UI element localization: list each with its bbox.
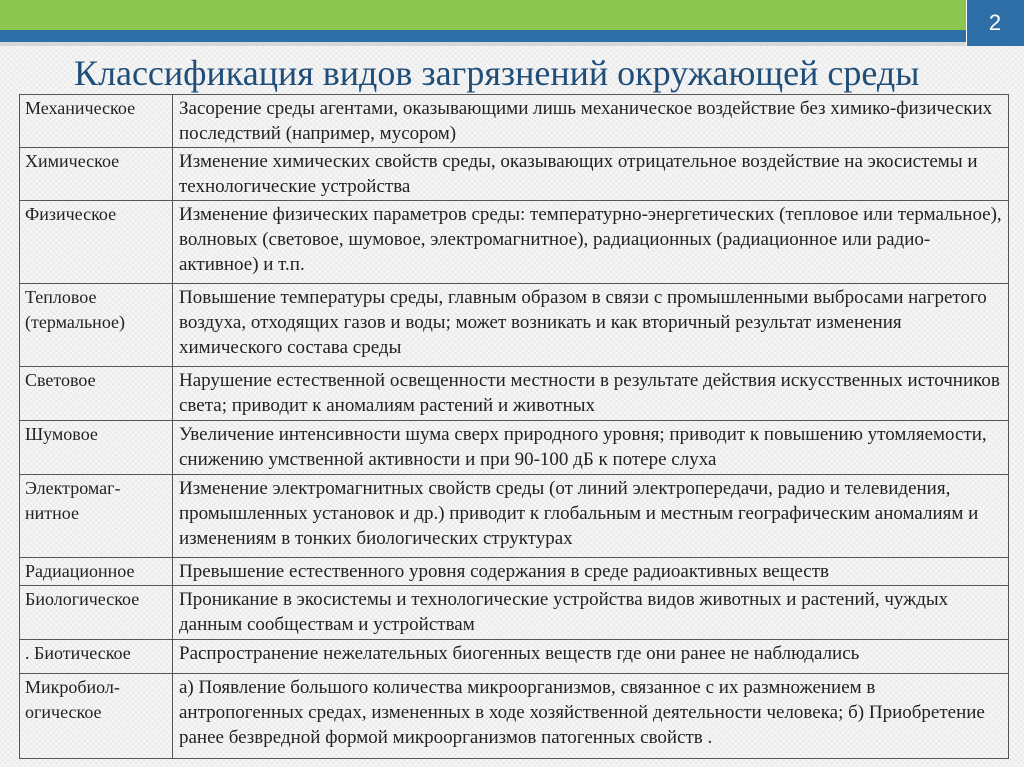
table-row [20,367,1009,421]
pollution-type-cell: Механическое [20,95,173,148]
pollution-type-cell: Световое [20,367,173,421]
table-row [20,586,1009,640]
pollution-type-cell: Биологическое [20,586,173,640]
table-row [20,95,1009,148]
pollution-type-cell: Физическое [20,201,173,284]
table-row [20,284,1009,367]
pollution-description-cell: Распространение нежелательных биогенных веществ где они ранее не наблюдались [173,640,1009,674]
slide-title: Классификация видов загрязнений окружающей среды [74,53,920,93]
header-blue-band [0,30,1024,42]
pollution-description-cell: а) Появление большого количества микроорганизмов, связанное с их размножением в антропогенных средах, измененных в ходе хозяйственной деятельности человека; б) Приобретение ранее безвредной формой микроорганизмов патогенных свойств . [173,674,1009,759]
pollution-description-cell: Засорение среды агентами, оказывающими лишь механическое воздействие без химико-физических последствий (например, мусором) [173,95,1009,148]
pollution-type-cell: Радиационное [20,558,173,586]
table-row [20,421,1009,475]
table-row [20,201,1009,284]
pollution-description-cell: Изменение физических параметров среды: температурно-энергетических (тепловое или термальное), волновых (световое, шумовое, электромагнитное), радиационных (радиационное или радио- активное) и т.п. [173,201,1009,284]
header-green-band [0,0,1024,30]
pollution-description-cell: Изменение электромагнитных свойств среды (от линий электропередачи, радио и телевидения, промышленных установок и др.) приводит к глобальным и местным географическим аномалиям и изменениям в тонких биологических структурах [173,475,1009,558]
table-row [20,475,1009,558]
pollution-type-cell: Электромаг-нитное [20,475,173,558]
pollution-type-cell: Шумовое [20,421,173,475]
pollution-description-cell: Увеличение интенсивности шума сверх природного уровня; приводит к повышению утомляемости, снижению умственной активности и при 90-100 дБ к потере слуха [173,421,1009,475]
slide-number: 2 [966,0,1024,46]
table-row [20,640,1009,674]
pollution-type-cell: Химическое [20,148,173,201]
pollution-type-cell: Микробиол-огическое [20,674,173,759]
table-row [20,674,1009,759]
table-row [20,148,1009,201]
pollution-description-cell: Проникание в экосистемы и технологические устройства видов животных и растений, чуждых данным сообществам и устройствам [173,586,1009,640]
table-row [20,558,1009,586]
pollution-description-cell: Превышение естественного уровня содержания в среде радиоактивных веществ [173,558,1009,586]
pollution-description-cell: Повышение температуры среды, главным образом в связи с промышленными выбросами нагретого воздуха, отходящих газов и воды; может возникать и как вторичный результат изменения химического состава среды [173,284,1009,367]
pollution-type-cell: Тепловое (термальное) [20,284,173,367]
header-gray-band [0,42,1024,46]
pollution-type-cell: . Биотическое [20,640,173,674]
pollution-description-cell: Нарушение естественной освещенности местности в результате действия искусственных источников света; приводит к аномалиям растений и животных [173,367,1009,421]
pollution-classification-table [19,94,1009,759]
pollution-description-cell: Изменение химических свойств среды, оказывающих отрицательное воздействие на экосистемы и технологические устройства [173,148,1009,201]
